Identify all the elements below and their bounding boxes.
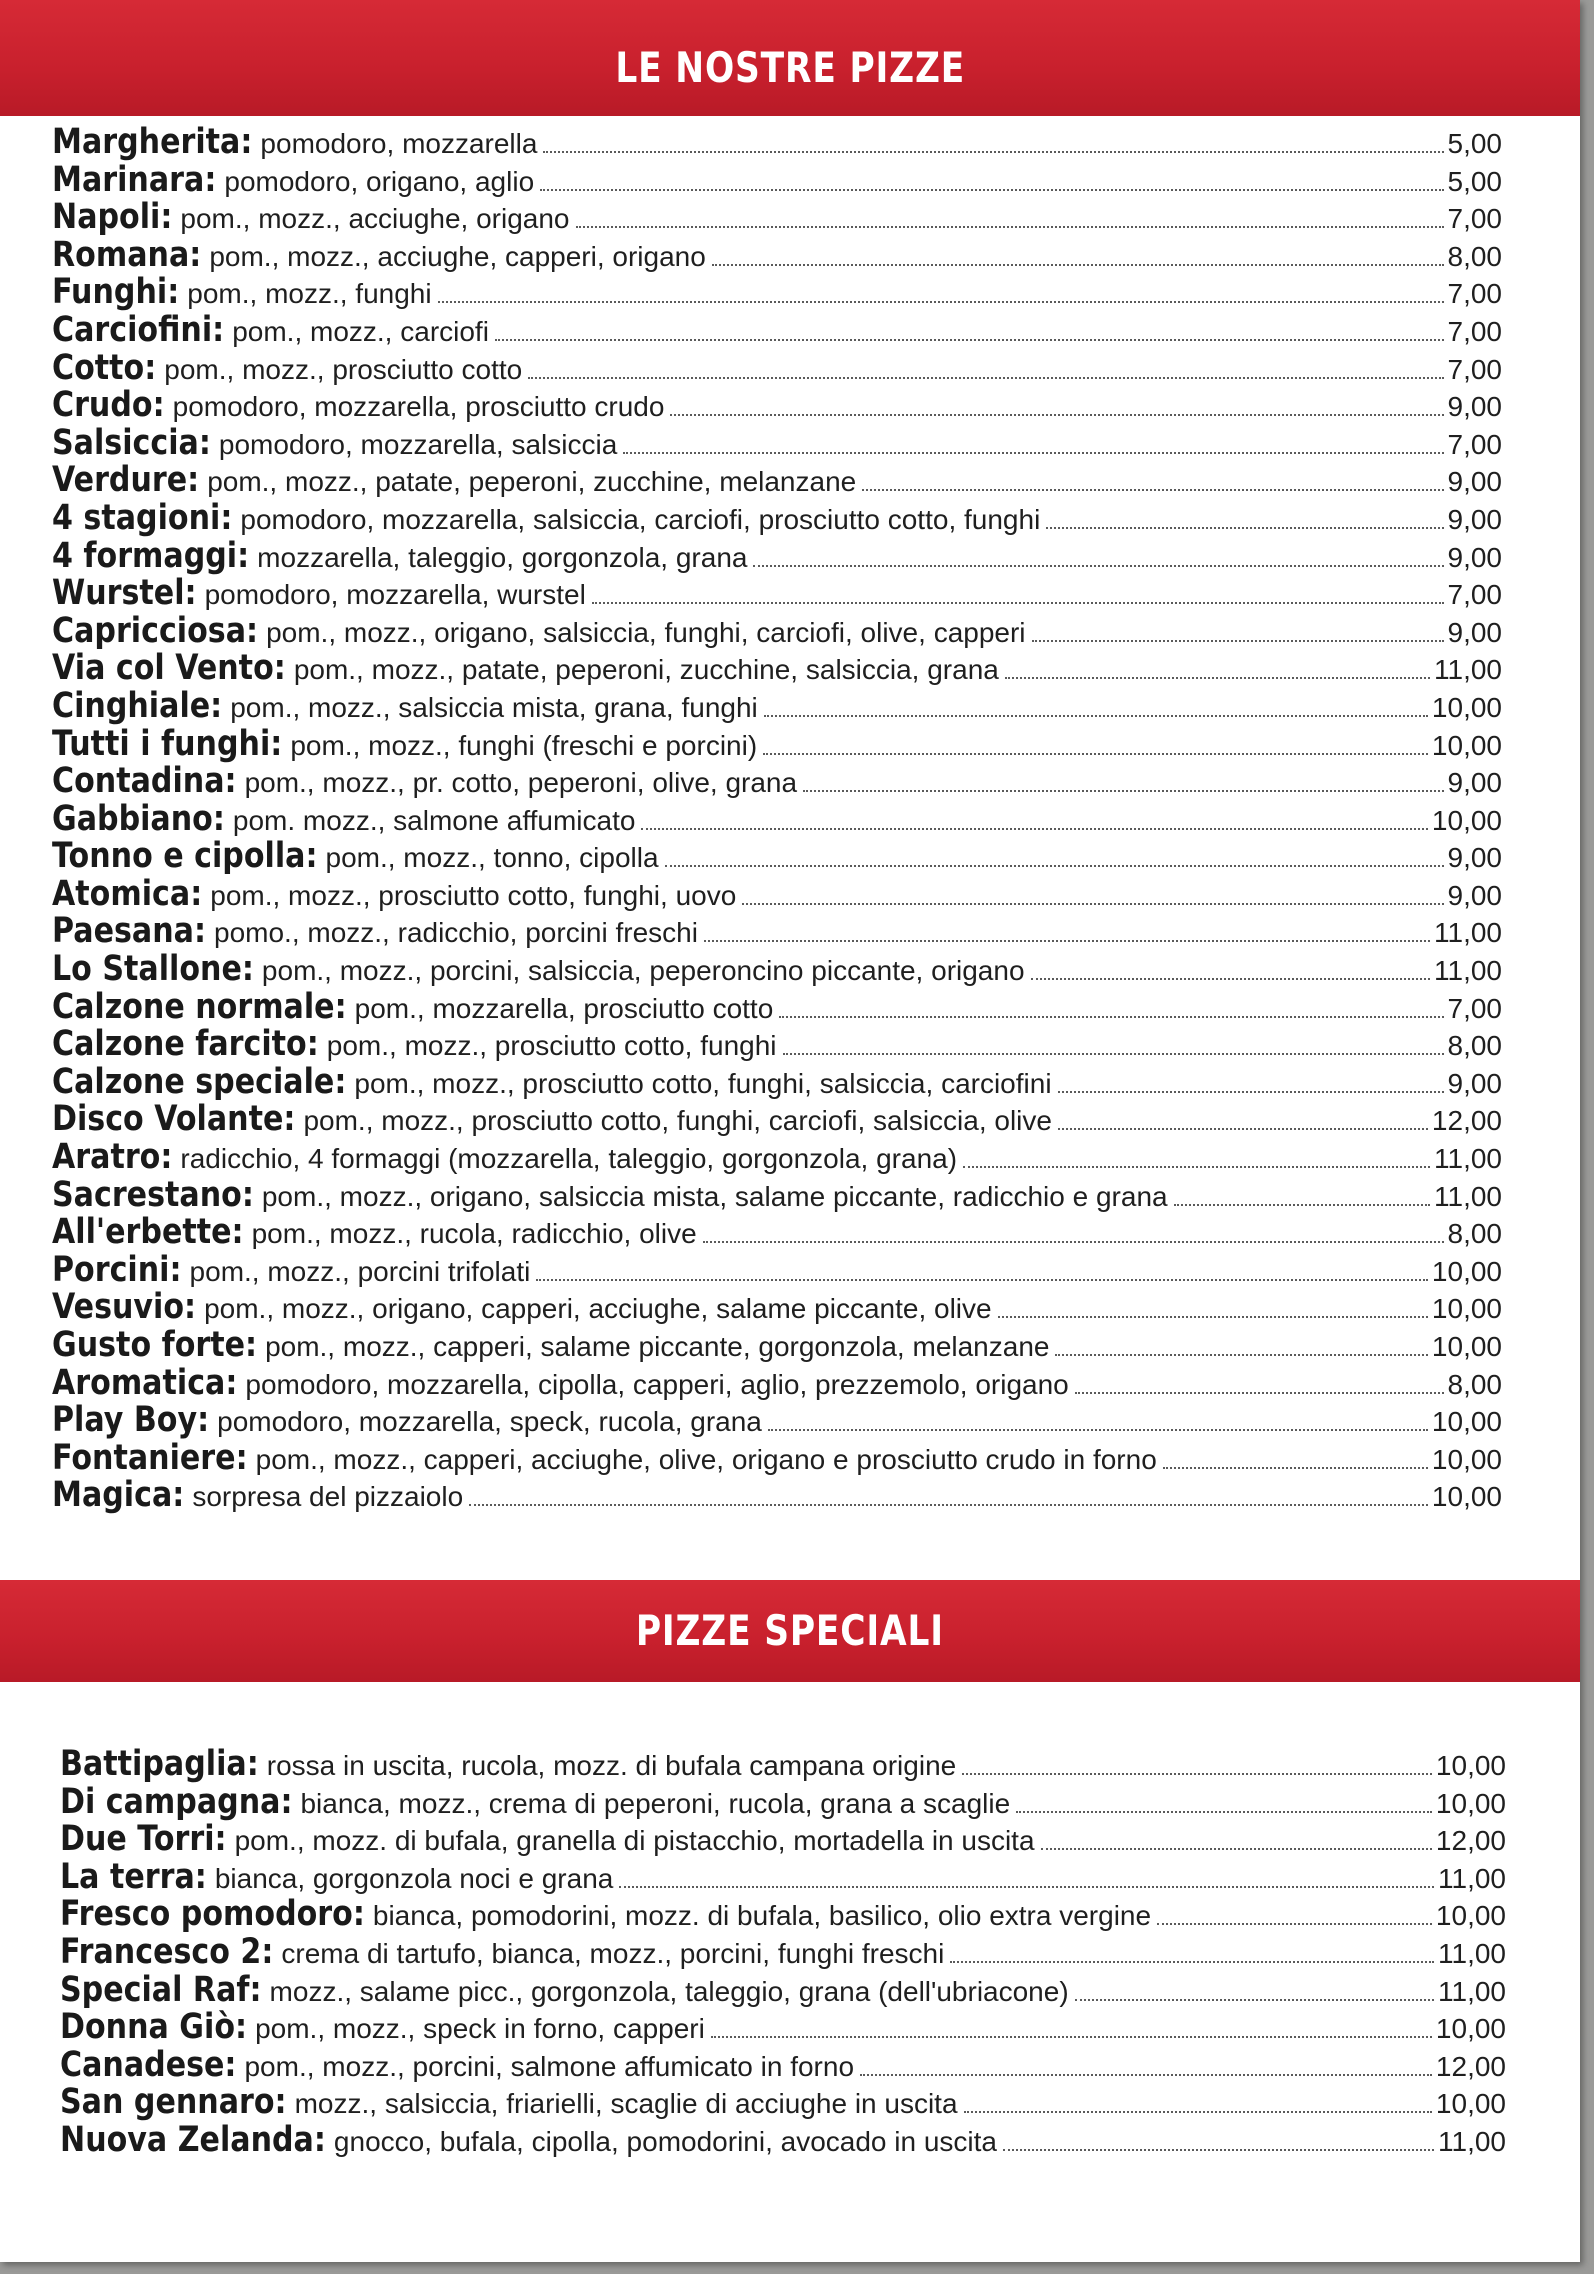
menu-item bbox=[0, 387, 1502, 425]
item-name: Paesana: bbox=[52, 911, 206, 952]
item-name: Play Boy: bbox=[52, 1400, 210, 1441]
item-price: 10,00 bbox=[1431, 1293, 1502, 1325]
item-description: pomodoro, mozzarella, wurstel bbox=[204, 579, 586, 611]
item-name: Calzone normale: bbox=[52, 986, 347, 1027]
menu-item bbox=[0, 1821, 1506, 1859]
menu-item bbox=[0, 873, 1502, 914]
item-price: 9,00 bbox=[1447, 1067, 1502, 1099]
menu-item bbox=[0, 1437, 1502, 1478]
item-name: Magica: bbox=[52, 1475, 185, 1516]
item-price: 12,00 bbox=[1431, 1105, 1502, 1137]
item-price: 7,00 bbox=[1447, 428, 1502, 460]
item-description: pom., mozz., prosciutto cotto bbox=[164, 353, 523, 385]
item-description: pom. mozz., salmone affumicato bbox=[232, 804, 636, 836]
menu-list-speciali bbox=[0, 1746, 1580, 2160]
item-description: pom., mozz., capperi, acciughe, olive, origano e prosciutto crudo in forno bbox=[255, 1443, 1157, 1475]
item-name: Wurstel: bbox=[52, 573, 197, 614]
item-description: pom., mozz., rucola, radicchio, olive bbox=[251, 1218, 697, 1250]
menu-item bbox=[0, 913, 1502, 951]
item-name: Calzone speciale: bbox=[52, 1061, 347, 1102]
item-description: pom., mozz., patate, peperoni, zucchine, salsiccia, grana bbox=[293, 654, 999, 686]
item-name: Atomica: bbox=[52, 873, 203, 914]
section-banner-pizze bbox=[0, 0, 1580, 116]
item-price: 9,00 bbox=[1447, 503, 1502, 535]
dot-leader bbox=[619, 1886, 1434, 1888]
item-name: Fontaniere: bbox=[52, 1437, 248, 1478]
item-price: 12,00 bbox=[1435, 2050, 1506, 2082]
item-name: La terra: bbox=[60, 1856, 207, 1897]
item-price: 10,00 bbox=[1431, 1406, 1502, 1438]
item-price: 11,00 bbox=[1434, 955, 1502, 987]
dot-leader bbox=[536, 1279, 1428, 1281]
item-name: Gusto forte: bbox=[52, 1325, 258, 1365]
item-name: Porcini: bbox=[52, 1249, 182, 1290]
item-price: 9,00 bbox=[1447, 616, 1502, 648]
dot-leader bbox=[540, 189, 1443, 191]
dot-leader bbox=[543, 151, 1443, 153]
menu-item bbox=[0, 2084, 1506, 2122]
item-name: Salsiccia: bbox=[52, 422, 211, 463]
menu-item bbox=[0, 2009, 1506, 2047]
dot-leader bbox=[753, 565, 1443, 567]
item-description: pom., mozz., salsiccia mista, grana, funghi bbox=[230, 691, 758, 723]
dot-leader bbox=[803, 790, 1443, 792]
item-description: pom., mozz., capperi, salame piccante, gorgonzola, melanzane bbox=[265, 1331, 1050, 1362]
dot-leader bbox=[742, 903, 1443, 905]
item-price: 7,00 bbox=[1447, 278, 1502, 310]
item-description: bianca, gorgonzola noci e grana bbox=[214, 1862, 614, 1894]
item-price: 10,00 bbox=[1431, 1255, 1502, 1287]
dot-leader bbox=[1075, 1999, 1434, 2001]
dot-leader bbox=[592, 602, 1444, 604]
dot-leader bbox=[1075, 1392, 1444, 1394]
item-price: 7,00 bbox=[1447, 315, 1502, 347]
item-description: gnocco, bufala, cipolla, pomodorini, avocado in uscita bbox=[333, 2125, 997, 2157]
item-description: pomodoro, origano, aglio bbox=[224, 165, 535, 197]
item-name: Gabbiano: bbox=[52, 798, 225, 839]
item-name: Cinghiale: bbox=[52, 685, 223, 726]
menu-item bbox=[0, 159, 1502, 200]
item-description: pom., mozz., patate, peperoni, zucchine, melanzane bbox=[207, 466, 857, 498]
item-price: 10,00 bbox=[1431, 729, 1502, 761]
item-description: pom., mozz., funghi (freschi e porcini) bbox=[290, 729, 758, 761]
dot-leader bbox=[1005, 677, 1430, 679]
item-price: 9,00 bbox=[1447, 466, 1502, 498]
menu-item bbox=[0, 535, 1502, 576]
menu-item bbox=[0, 1214, 1502, 1252]
menu-item bbox=[0, 763, 1502, 801]
item-description: pom., mozz., prosciutto cotto, funghi, carciofi, salsiccia, olive bbox=[303, 1105, 1052, 1137]
menu-item bbox=[0, 1931, 1506, 1972]
dot-leader bbox=[862, 489, 1443, 491]
section-title: PIZZE SPECIALI bbox=[635, 1606, 945, 1655]
menu-item bbox=[0, 2119, 1506, 2160]
item-name: Due Torri: bbox=[60, 1819, 227, 1860]
item-name: All'erbette: bbox=[52, 1212, 244, 1253]
dot-leader bbox=[623, 452, 1443, 454]
item-description: pom., mozz., prosciutto cotto, funghi, salsiccia, carciofini bbox=[354, 1067, 1052, 1099]
item-description: pomo., mozz., radicchio, porcini freschi bbox=[214, 917, 698, 949]
menu-item bbox=[0, 1896, 1506, 1934]
dot-leader bbox=[528, 377, 1443, 379]
item-name: Lo Stallone: bbox=[52, 949, 254, 990]
menu-item bbox=[0, 838, 1502, 876]
item-name: Canadese: bbox=[60, 2044, 237, 2085]
section-title: LE NOSTRE PIZZE bbox=[615, 43, 965, 92]
item-price: 8,00 bbox=[1447, 1218, 1502, 1250]
menu-item bbox=[0, 1781, 1506, 1822]
menu-item bbox=[0, 274, 1502, 312]
item-name: Carciofini: bbox=[52, 309, 225, 350]
dot-leader bbox=[1055, 1354, 1427, 1356]
dot-leader bbox=[998, 1316, 1428, 1318]
menu-item bbox=[0, 610, 1502, 651]
item-description: mozz., salame picc., gorgonzola, taleggio, grana (dell'ubriacone) bbox=[269, 1975, 1069, 2007]
dot-leader bbox=[768, 1429, 1428, 1431]
menu-item bbox=[0, 1174, 1502, 1215]
menu-item bbox=[0, 1249, 1502, 1290]
dot-leader bbox=[962, 1773, 1432, 1775]
menu-item bbox=[0, 347, 1502, 388]
item-name: 4 formaggi: bbox=[52, 535, 250, 576]
item-description: pom., mozz., origano, capperi, acciughe, salame piccante, olive bbox=[204, 1293, 992, 1325]
dot-leader bbox=[1174, 1204, 1430, 1206]
item-description: mozzarella, taleggio, gorgonzola, grana bbox=[257, 541, 748, 573]
item-description: pom., mozz., acciughe, capperi, origano bbox=[209, 240, 706, 272]
item-name: Cotto: bbox=[52, 347, 157, 388]
dot-leader bbox=[783, 1053, 1444, 1055]
menu-item bbox=[0, 462, 1502, 500]
item-price: 7,00 bbox=[1447, 203, 1502, 235]
item-description: pom., mozz., tonno, cipolla bbox=[325, 842, 659, 874]
item-description: pomodoro, mozzarella, speck, rucola, grana bbox=[217, 1406, 762, 1438]
item-name: Fresco pomodoro: bbox=[60, 1894, 365, 1935]
item-name: Calzone farcito: bbox=[52, 1024, 319, 1065]
menu-item bbox=[0, 685, 1502, 726]
item-price: 8,00 bbox=[1447, 240, 1502, 272]
item-description: pomodoro, mozzarella, salsiccia bbox=[218, 428, 618, 460]
item-name: Aromatica: bbox=[52, 1362, 238, 1403]
item-name: Tonno e cipolla: bbox=[52, 836, 318, 877]
item-price: 9,00 bbox=[1447, 879, 1502, 911]
item-description: pom., mozz., speck in forno, capperi bbox=[255, 2013, 705, 2045]
item-description: pom., mozz., origano, salsiccia, funghi, carciofi, olive, capperi bbox=[266, 616, 1026, 648]
item-description: bianca, pomodorini, mozz. di bufala, basilico, olio extra vergine bbox=[372, 1900, 1152, 1932]
menu-item bbox=[0, 798, 1502, 839]
item-price: 7,00 bbox=[1447, 579, 1502, 611]
item-price: 11,00 bbox=[1438, 1862, 1506, 1894]
item-price: 7,00 bbox=[1447, 353, 1502, 385]
dot-leader bbox=[704, 940, 1430, 942]
item-price: 11,00 bbox=[1438, 2125, 1506, 2157]
item-name: San gennaro: bbox=[60, 2082, 287, 2123]
item-price: 8,00 bbox=[1447, 1030, 1502, 1062]
item-description: pom., mozz., origano, salsiccia mista, salame piccante, radicchio e grana bbox=[261, 1180, 1168, 1212]
item-description: sorpresa del pizzaiolo bbox=[192, 1481, 464, 1513]
dot-leader bbox=[1031, 978, 1430, 980]
item-name: Margherita: bbox=[52, 122, 253, 162]
item-price: 9,00 bbox=[1447, 541, 1502, 573]
dot-leader bbox=[469, 1504, 1428, 1506]
dot-leader bbox=[641, 828, 1427, 830]
item-description: pom., mozz., prosciutto cotto, funghi bbox=[326, 1030, 777, 1062]
menu-item bbox=[0, 1061, 1502, 1102]
item-name: Donna Giò: bbox=[60, 2007, 248, 2048]
item-description: bianca, mozz., crema di peperoni, rucola, grana a scaglie bbox=[300, 1787, 1011, 1819]
item-description: pom., mozz. di bufala, granella di pistacchio, mortadella in uscita bbox=[234, 1825, 1035, 1857]
menu-item bbox=[0, 575, 1502, 613]
menu-item bbox=[0, 986, 1502, 1027]
item-price: 10,00 bbox=[1431, 1331, 1502, 1362]
item-description: rossa in uscita, rucola, mozz. di bufala campana origine bbox=[266, 1750, 957, 1781]
item-name: Special Raf: bbox=[60, 1969, 262, 2010]
menu-item bbox=[0, 723, 1502, 764]
item-price: 10,00 bbox=[1431, 1443, 1502, 1475]
dot-leader bbox=[779, 1016, 1443, 1018]
item-price: 10,00 bbox=[1435, 2088, 1506, 2120]
item-name: Battipaglia: bbox=[60, 1744, 259, 1784]
menu-item bbox=[0, 1402, 1502, 1440]
menu-item bbox=[0, 1101, 1502, 1139]
menu-item bbox=[0, 199, 1502, 237]
dot-leader bbox=[1046, 527, 1443, 529]
item-name: Romana: bbox=[52, 234, 202, 275]
dot-leader bbox=[763, 753, 1428, 755]
item-price: 11,00 bbox=[1434, 917, 1502, 949]
item-price: 11,00 bbox=[1434, 1143, 1502, 1175]
item-name: Nuova Zelanda: bbox=[60, 2119, 326, 2160]
menu-item bbox=[0, 650, 1502, 688]
item-price: 10,00 bbox=[1431, 691, 1502, 723]
item-price: 10,00 bbox=[1431, 1481, 1502, 1513]
item-price: 11,00 bbox=[1434, 1180, 1502, 1212]
item-description: pom., mozz., carciofi bbox=[232, 315, 489, 347]
item-name: Capricciosa: bbox=[52, 610, 259, 651]
dot-leader bbox=[495, 339, 1444, 341]
item-name: Contadina: bbox=[52, 761, 237, 802]
item-price: 5,00 bbox=[1447, 165, 1502, 197]
dot-leader bbox=[1016, 1811, 1432, 1813]
item-price: 10,00 bbox=[1435, 1900, 1506, 1932]
item-description: pom., mozzarella, prosciutto cotto bbox=[354, 992, 774, 1024]
item-description: pom., mozz., pr. cotto, peperoni, olive, grana bbox=[244, 767, 798, 799]
section-banner-speciali bbox=[0, 1580, 1580, 1682]
item-description: pom., mozz., porcini, salmone affumicato in forno bbox=[244, 2050, 855, 2082]
item-price: 10,00 bbox=[1435, 1750, 1506, 1781]
menu-item bbox=[0, 309, 1502, 350]
dot-leader bbox=[703, 1241, 1444, 1243]
dot-leader bbox=[1157, 1923, 1432, 1925]
dot-leader bbox=[1041, 1848, 1432, 1850]
item-name: Via col Vento: bbox=[52, 648, 286, 689]
menu-item bbox=[0, 422, 1502, 463]
dot-leader bbox=[964, 2111, 1432, 2113]
dot-leader bbox=[712, 264, 1444, 266]
dot-leader bbox=[1163, 1467, 1428, 1469]
menu-item bbox=[0, 2044, 1506, 2085]
item-description: pomodoro, mozzarella, salsiccia, carciofi, prosciutto cotto, funghi bbox=[240, 503, 1041, 535]
item-price: 11,00 bbox=[1434, 654, 1502, 686]
menu-item bbox=[0, 124, 1502, 162]
dot-leader bbox=[438, 301, 1444, 303]
item-price: 9,00 bbox=[1447, 767, 1502, 799]
menu-item bbox=[0, 1969, 1506, 2010]
item-name: Tutti i funghi: bbox=[52, 723, 283, 764]
item-name: Sacrestano: bbox=[52, 1174, 254, 1215]
item-name: Di campagna: bbox=[60, 1781, 293, 1822]
menu-item bbox=[0, 1327, 1502, 1365]
item-price: 11,00 bbox=[1438, 1975, 1506, 2007]
item-name: Aratro: bbox=[52, 1137, 173, 1178]
item-price: 9,00 bbox=[1447, 842, 1502, 874]
item-price: 12,00 bbox=[1435, 1825, 1506, 1857]
item-name: Napoli: bbox=[52, 197, 173, 238]
dot-leader bbox=[860, 2074, 1432, 2076]
item-price: 8,00 bbox=[1447, 1368, 1502, 1400]
item-price: 10,00 bbox=[1431, 804, 1502, 836]
item-name: Vesuvio: bbox=[52, 1287, 197, 1328]
dot-leader bbox=[665, 865, 1444, 867]
dot-leader bbox=[670, 414, 1443, 416]
item-description: pomodoro, mozzarella, prosciutto crudo bbox=[172, 391, 665, 423]
item-description: crema di tartufo, bianca, mozz., porcini, funghi freschi bbox=[281, 1937, 945, 1969]
item-description: pomodoro, mozzarella bbox=[260, 128, 538, 159]
item-description: pomodoro, mozzarella, cipolla, capperi, aglio, prezzemolo, origano bbox=[245, 1368, 1069, 1400]
dot-leader bbox=[950, 1961, 1434, 1963]
item-description: pom., mozz., prosciutto cotto, funghi, uovo bbox=[210, 879, 737, 911]
dot-leader bbox=[1003, 2149, 1434, 2151]
menu-list-pizze bbox=[0, 124, 1580, 1515]
menu-item bbox=[0, 1139, 1502, 1177]
menu-item bbox=[0, 234, 1502, 275]
item-name: 4 stagioni: bbox=[52, 497, 233, 538]
item-name: Francesco 2: bbox=[60, 1931, 274, 1972]
item-price: 10,00 bbox=[1435, 2013, 1506, 2045]
item-price: 9,00 bbox=[1447, 391, 1502, 423]
menu-item bbox=[0, 1477, 1502, 1515]
item-description: mozz., salsiccia, friarielli, scaglie di acciughe in uscita bbox=[294, 2088, 958, 2120]
item-price: 11,00 bbox=[1438, 1937, 1506, 1969]
item-name: Crudo: bbox=[52, 385, 165, 426]
menu-item bbox=[0, 1289, 1502, 1327]
dot-leader bbox=[764, 715, 1428, 717]
item-name: Verdure: bbox=[52, 460, 200, 501]
item-description: pom., mozz., funghi bbox=[187, 278, 432, 310]
item-name: Funghi: bbox=[52, 272, 180, 313]
dot-leader bbox=[963, 1166, 1430, 1168]
dot-leader bbox=[1032, 640, 1444, 642]
item-name: Disco Volante: bbox=[52, 1099, 296, 1140]
menu-item bbox=[0, 951, 1502, 989]
menu-item bbox=[0, 1746, 1506, 1784]
item-description: pom., mozz., acciughe, origano bbox=[180, 203, 570, 235]
dot-leader bbox=[576, 226, 1444, 228]
menu-item bbox=[0, 1026, 1502, 1064]
dot-leader bbox=[711, 2036, 1432, 2038]
item-price: 10,00 bbox=[1435, 1787, 1506, 1819]
dot-leader bbox=[1058, 1128, 1428, 1130]
item-price: 5,00 bbox=[1447, 128, 1502, 159]
dot-leader bbox=[1058, 1091, 1444, 1093]
item-name: Marinara: bbox=[52, 159, 217, 200]
menu-item bbox=[0, 1362, 1502, 1403]
menu-item bbox=[0, 1856, 1506, 1897]
item-description: pom., mozz., porcini trifolati bbox=[189, 1255, 531, 1287]
menu-item bbox=[0, 497, 1502, 538]
item-description: pom., mozz., porcini, salsiccia, peperoncino piccante, origano bbox=[261, 955, 1025, 987]
item-description: radicchio, 4 formaggi (mozzarella, taleggio, gorgonzola, grana) bbox=[180, 1143, 958, 1175]
item-price: 7,00 bbox=[1447, 992, 1502, 1024]
